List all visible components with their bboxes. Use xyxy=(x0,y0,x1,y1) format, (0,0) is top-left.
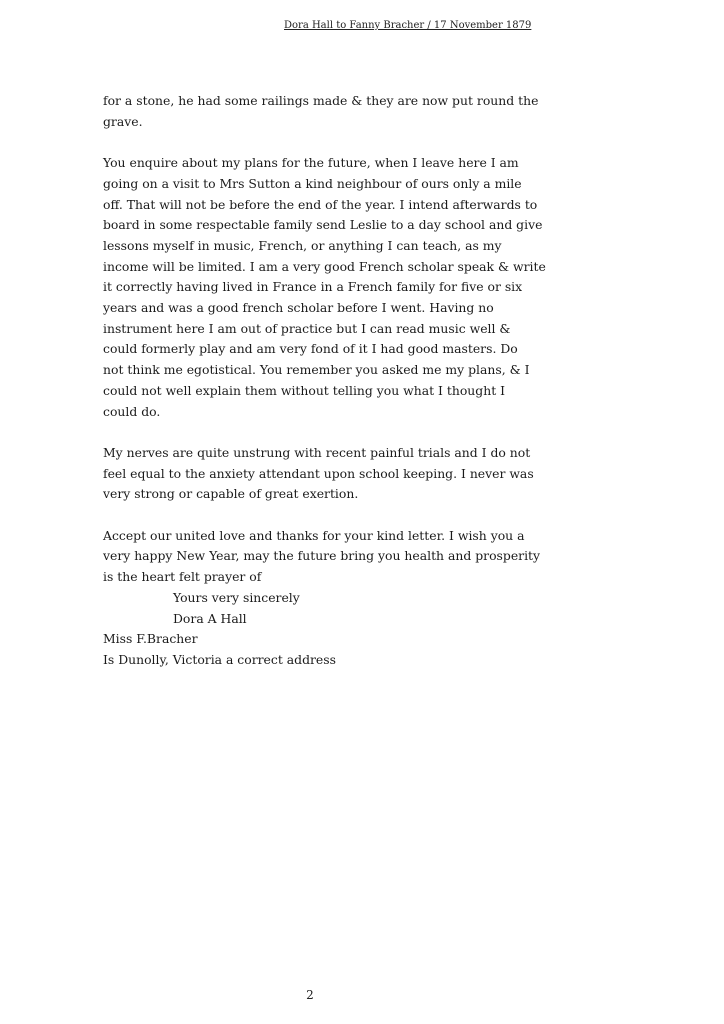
running-header: Dora Hall to Fanny Bracher / 17 November 1879 xyxy=(284,20,532,31)
text-line: very happy New Year, may the future bring you health and prosperity xyxy=(103,548,541,564)
text-line: it correctly having lived in France in a French family for five or six xyxy=(103,279,523,295)
paragraph-1 xyxy=(103,91,539,132)
text-line: years and was a good french scholar before I went. Having no xyxy=(103,300,494,316)
paragraph-2 xyxy=(103,153,546,422)
closing-line: Yours very sincerely xyxy=(173,589,300,605)
text-line: could do. xyxy=(103,403,161,419)
letter-body xyxy=(103,91,546,671)
text-line: very strong or capable of great exertion. xyxy=(103,486,359,502)
page-number: 2 xyxy=(306,988,314,1002)
text-line: My nerves are quite unstrung with recent painful trials and I do not xyxy=(103,444,531,460)
text-line: Accept our united love and thanks for your kind letter. I wish you a xyxy=(103,527,525,543)
text-line: board in some respectable family send Leslie to a day school and give xyxy=(103,217,543,233)
text-line: instrument here I am out of practice but I can read music well & xyxy=(103,320,511,336)
text-line: income will be limited. I am a very good French scholar speak & write xyxy=(103,258,546,274)
text-line: lessons myself in music, French, or anything I can teach, as my xyxy=(103,237,502,253)
signature-line: Dora A Hall xyxy=(173,610,247,626)
paragraph-3 xyxy=(103,443,533,505)
text-line: is the heart felt prayer of xyxy=(103,569,262,585)
text-line: grave. xyxy=(103,113,143,129)
recipient-line: Miss F.Bracher xyxy=(103,631,198,647)
postscript-line: Is Dunolly, Victoria a correct address xyxy=(103,651,336,667)
text-line: could formerly play and am very fond of it I had good masters. Do xyxy=(103,341,518,357)
text-line: You enquire about my plans for the future, when I leave here I am xyxy=(103,155,519,171)
text-line: going on a visit to Mrs Sutton a kind neighbour of ours only a mile xyxy=(103,175,522,191)
text-line: for a stone, he had some railings made & they are now put round the xyxy=(103,93,539,108)
text-line: off. That will not be before the end of the year. I intend afterwards to xyxy=(103,196,538,212)
text-line: could not well explain them without telling you what I thought I xyxy=(103,382,505,398)
text-line: not think me egotistical. You remember you asked me my plans, & I xyxy=(103,362,530,378)
paragraph-4-with-signoff xyxy=(103,526,541,671)
text-line: feel equal to the anxiety attendant upon school keeping. I never was xyxy=(103,465,534,481)
